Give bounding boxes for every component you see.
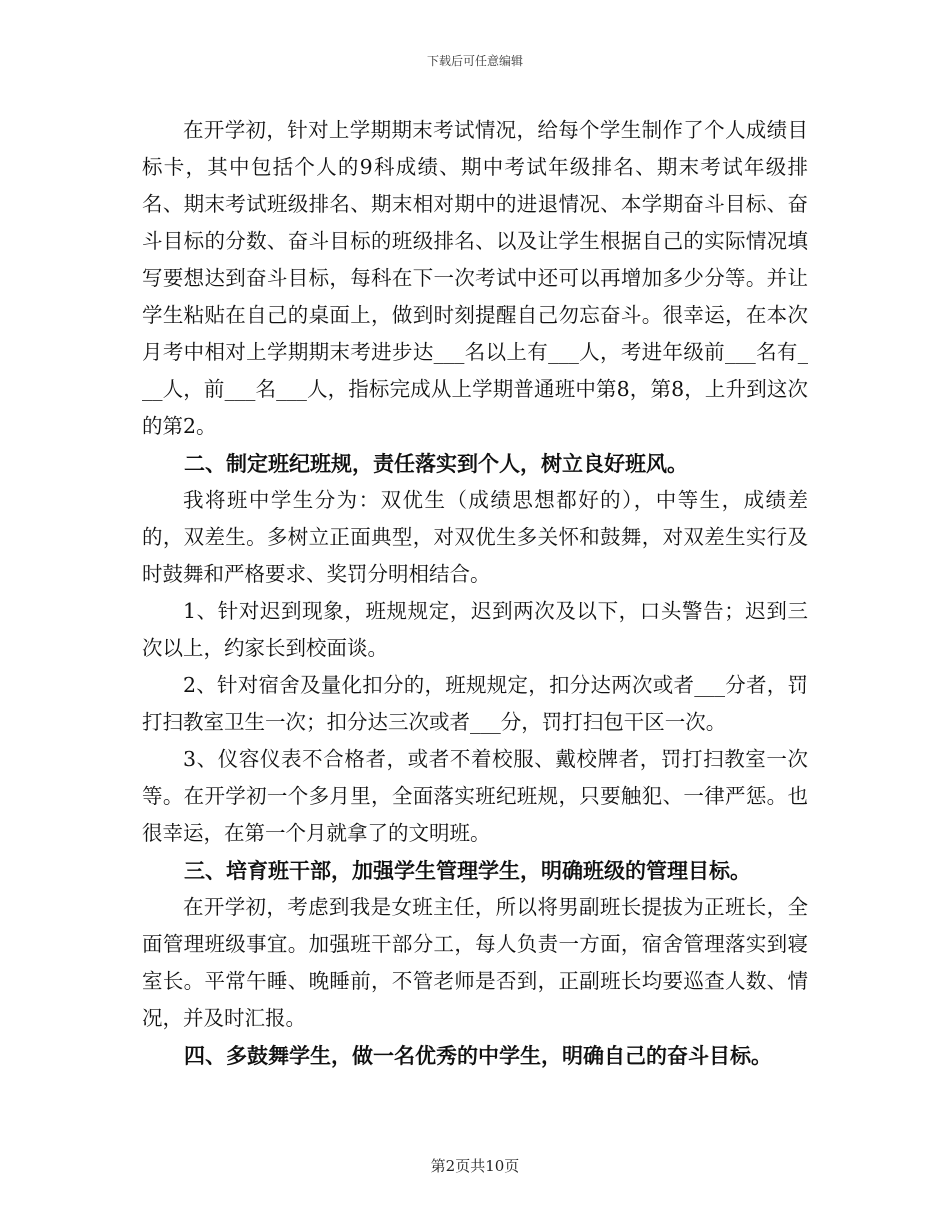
paragraph: 在开学初，考虑到我是女班主任，所以将男副班长提拔为正班长，全面管理班级事宜。加强班干部分工，每人负责一方面，宿舍管理落实到寝室长。平常午睡、晚睡前，不管老师是否到，正副班长均要巡查人数、情况，并及时汇报。 xyxy=(142,895,808,1030)
page-footer: 第2页共10页 xyxy=(430,1157,520,1175)
paragraph: 在开学初，针对上学期期末考试情况，给每个学生制作了个人成绩目标卡，其中包括个人的9科成绩、期中考试年级排名、期末考试年级排名、期末考试班级排名、期末相对期中的进退情况、本学期奋斗目标、奋斗目标的分数、奋斗目标的班级排名、以及让学生根据自己的实际情况填写要想达到奋斗目标，每科在下一次考试中还可以再增加多少分等。并让学生粘贴在自己的桌面上，做到时刻提醒自己勿忘奋斗。很幸运，在本次月考中相对上学期期末考进步达___名以上有___人，考进年级前___名有___人，前___名___人，指标完成从上学期普通班中第8，第8，上升到这次的第2。 xyxy=(142,118,808,438)
paragraph: 我将班中学生分为：双优生（成绩思想都好的），中等生，成绩差的，双差生。多树立正面典型，对双优生多关怀和鼓舞，对双差生实行及时鼓舞和严格要求、奖罚分明相结合。 xyxy=(142,488,808,586)
paragraph: 2、针对宿舍及量化扣分的，班规规定，扣分达两次或者___分者，罚打扫教室卫生一次；扣分达三次或者___分，罚打扫包干区一次。 xyxy=(142,673,808,734)
section-heading: 二、制定班纪班规，责任落实到个人，树立良好班风。 xyxy=(184,451,688,476)
section-heading: 三、培育班干部，加强学生管理学生，明确班级的管理目标。 xyxy=(184,858,751,883)
document-body xyxy=(142,112,808,1074)
page-header: 下载后可任意编辑 xyxy=(426,54,523,68)
section-heading: 四、多鼓舞学生，做一名优秀的中学生，明确自己的奋斗目标。 xyxy=(184,1043,772,1068)
paragraph: 1、针对迟到现象，班规规定，迟到两次及以下，口头警告；迟到三次以上，约家长到校面谈。 xyxy=(142,599,808,660)
paragraph: 3、仪容仪表不合格者，或者不着校服、戴校牌者，罚打扫教室一次等。在开学初一个多月里，全面落实班纪班规，只要触犯、一律严惩。也很幸运，在第一个月就拿了的文明班。 xyxy=(142,747,808,845)
